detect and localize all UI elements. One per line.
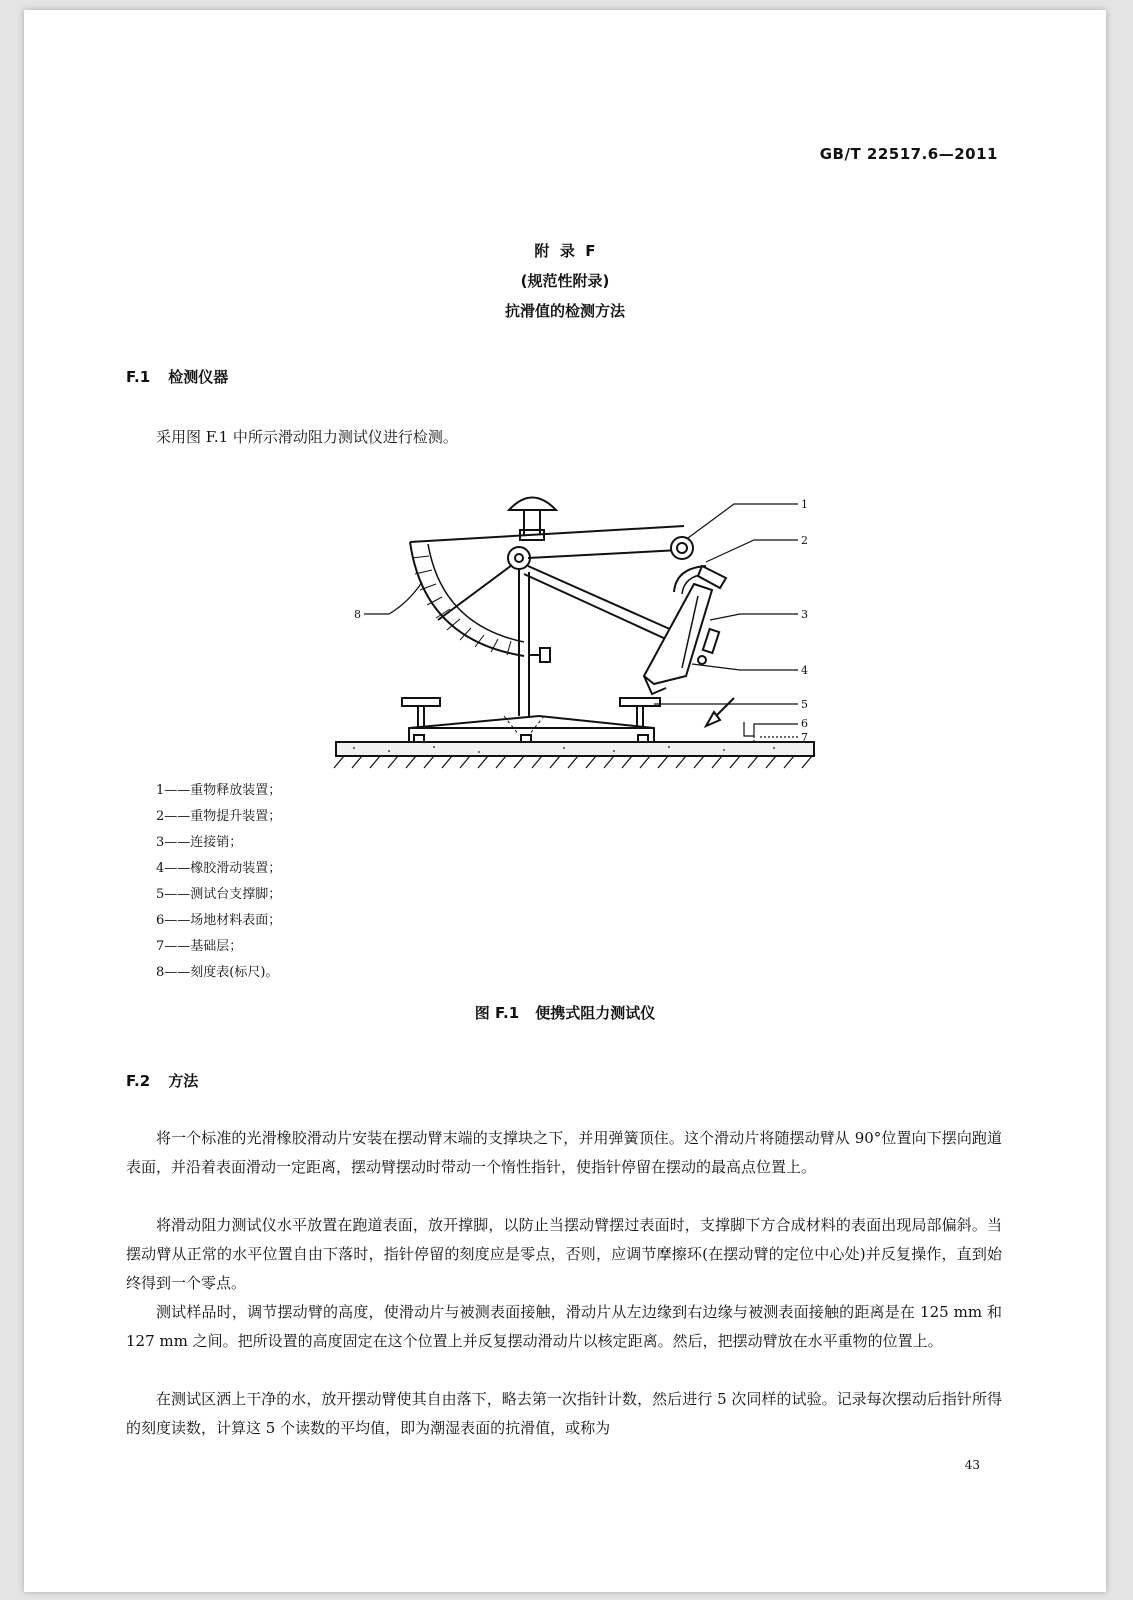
figure-legend xyxy=(156,778,281,986)
callout-1: 1 xyxy=(801,498,808,511)
document-page xyxy=(24,10,1106,1592)
legend-item: 2——重物提升装置； xyxy=(156,809,282,824)
callout-5: 5 xyxy=(801,698,808,711)
callout-3: 3 xyxy=(801,608,808,621)
legend-item: 5——测试台支撑脚； xyxy=(156,887,282,902)
annex-title: 附 录 F xyxy=(534,242,596,260)
base-frame xyxy=(409,716,654,742)
legend-item: 3——连接销； xyxy=(156,835,243,850)
tester-diagram xyxy=(314,480,824,775)
surface-arrow xyxy=(706,698,734,726)
page-number: 43 xyxy=(964,1458,980,1472)
section-f1-heading xyxy=(126,366,228,387)
annex-type: (规范性附录) xyxy=(520,272,610,290)
section-f2-paragraph: 将一个标准的光滑橡胶滑动片安装在摆动臂末端的支撑块之下，并用弹簧顶住。这个滑动片将随摆动臂从 90°位置向下摆向跑道表面，并沿着表面滑动一定距离，摆动臂摆动时带动一个惰性指针，使指针停留在摆动的最高点位置上。 xyxy=(126,1129,1002,1176)
legend-item: 6——场地材料表面； xyxy=(156,913,282,928)
connecting-pin xyxy=(698,656,706,664)
callout-7: 7 xyxy=(801,731,808,744)
pendulum-pivot xyxy=(438,547,680,620)
weight-release-device xyxy=(671,537,693,559)
legend-item: 1——重物释放装置； xyxy=(156,783,282,798)
section-f1-title: 检测仪器 xyxy=(168,368,229,386)
annex-heading xyxy=(24,236,1106,326)
figure-caption-number: 图 F.1 xyxy=(474,1004,520,1022)
section-f2-heading xyxy=(126,1070,198,1091)
section-f1-number: F.1 xyxy=(126,368,151,386)
support-foot-left xyxy=(402,698,440,728)
legend-item: 7——基础层； xyxy=(156,939,243,954)
support-foot-right xyxy=(620,698,660,728)
section-f2-paragraph: 测试样品时，调节摆动臂的高度，使滑动片与被测表面接触，滑动片从左边缘到右边缘与被测表面接触的距离是在 125 mm 和 127 mm 之间。把所设置的高度固定在这个位置上并反复摆动滑动片以核定距离。然后，把摆动臂放在水平重物的位置上。 xyxy=(126,1303,1002,1350)
figure-caption-title: 便携式阻力测试仪 xyxy=(535,1004,656,1022)
section-f1-text: 采用图 F.1 中所示滑动阻力测试仪进行检测。 xyxy=(156,428,458,446)
rubber-slider-device xyxy=(644,584,719,694)
standard-code: GB/T 22517.6—2011 xyxy=(819,145,998,163)
annex-name: 抗滑值的检测方法 xyxy=(504,302,625,320)
legend-item: 8——刻度表(标尺)。 xyxy=(156,965,279,980)
pendulum-arm xyxy=(524,566,672,640)
callout-4: 4 xyxy=(801,664,808,677)
main-column xyxy=(519,558,550,716)
callout-8: 8 xyxy=(354,608,361,621)
figure-caption xyxy=(24,1002,1106,1023)
callout-6: 6 xyxy=(801,717,808,730)
figure-f1 xyxy=(314,480,824,779)
section-f2-title: 方法 xyxy=(168,1072,199,1090)
legend-item: 4——橡胶滑动装置； xyxy=(156,861,282,876)
section-f2-paragraph: 将滑动阻力测试仪水平放置在跑道表面，放开撑脚，以防止当摆动臂摆过表面时，支撑脚下方合成材料的表面出现局部偏斜。当摆动臂从正常的水平位置自由下落时，指针停留的刻度应是零点，否则，应调节摩擦环(在摆动臂的定位中心处)并反复操作，直到始终得到一个零点。 xyxy=(126,1216,1002,1292)
scale-dial xyxy=(410,526,684,656)
foundation-layer xyxy=(334,742,814,768)
callout-2: 2 xyxy=(801,534,808,547)
section-f2-paragraph: 在测试区洒上干净的水，放开摆动臂使其自由落下，略去第一次指针计数，然后进行 5 次同样的试验。记录每次摆动后指针所得的刻度读数，计算这 5 个读数的平均值，即为潮湿表面的抗滑值，或称为 xyxy=(126,1390,1002,1437)
section-f2-number: F.2 xyxy=(126,1072,151,1090)
